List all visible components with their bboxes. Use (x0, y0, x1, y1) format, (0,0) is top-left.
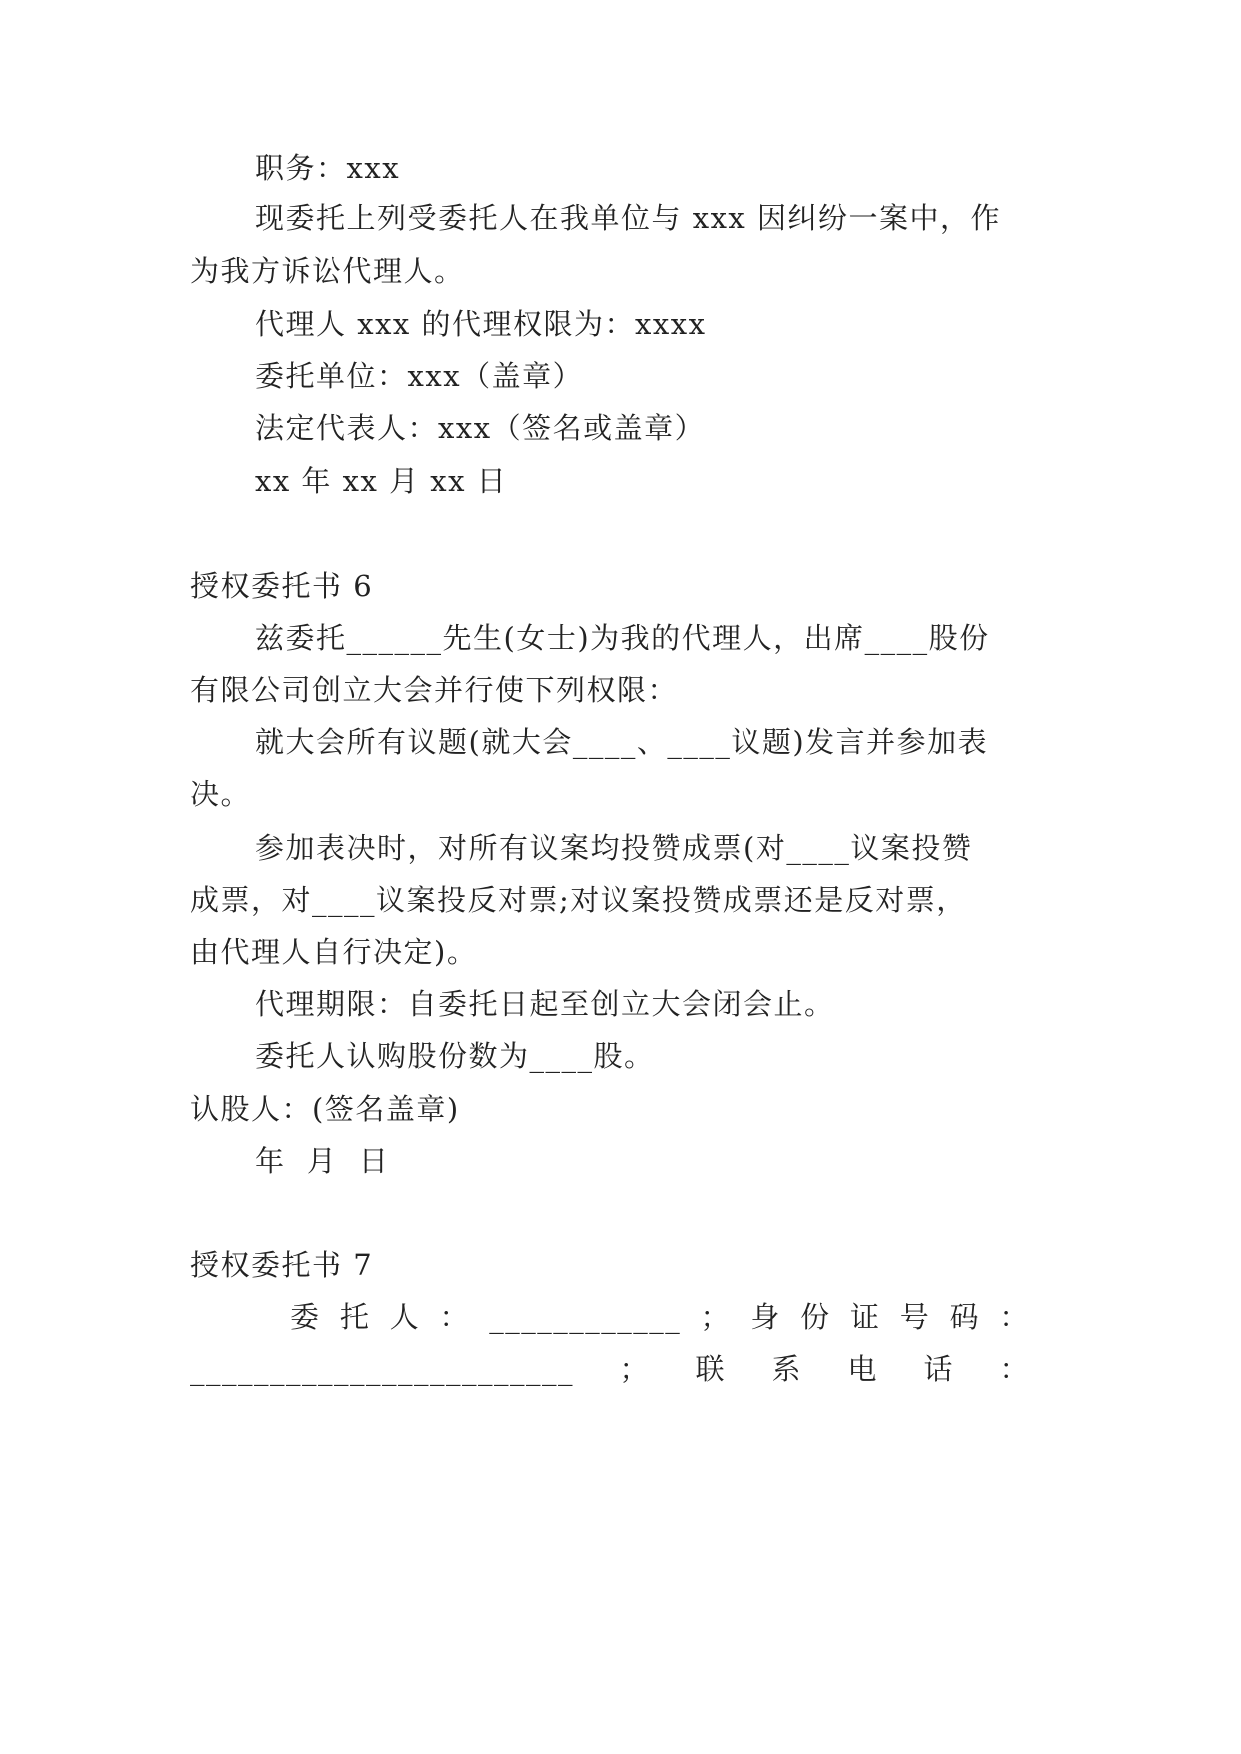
section-heading-6: 授权委托书 6 (190, 569, 374, 603)
principal-info-row (290, 1297, 1030, 1337)
row-token: 联 (695, 1352, 726, 1386)
appointment-paragraph-line-2: 有限公司创立大会并行使下列权限： (190, 673, 679, 707)
principal-name-blank: ____________ (489, 1300, 682, 1334)
date-line: 年 月 日 (255, 1144, 390, 1178)
entrust-paragraph-line-1: 现委托上列受委托人在我单位与 xxx 因纠纷一案中，作 (255, 201, 1002, 235)
row-token: 人 (389, 1300, 421, 1334)
row-token: ： (999, 1300, 1030, 1334)
voting-paragraph-line-1: 参加表决时，对所有议案均投赞成票(对____议案投赞 (255, 831, 973, 865)
entrusting-unit-line: 委托单位：xxx（盖章） (255, 359, 584, 393)
id-number-blank: ________________________ (190, 1352, 574, 1386)
agenda-paragraph-line-1: 就大会所有议题(就大会____、____议题)发言并参加表 (255, 725, 989, 759)
authority-line: 代理人 xxx 的代理权限为：xxxx (255, 307, 707, 341)
position-line: 职务：xxx (255, 151, 401, 185)
shares-line: 委托人认购股份数为____股。 (255, 1039, 655, 1073)
row-token: ： (999, 1352, 1030, 1386)
row-token: 话 (923, 1352, 954, 1386)
id-phone-row (190, 1349, 1030, 1389)
row-token: 电 (847, 1352, 878, 1386)
voting-paragraph-line-2: 成票，对____议案投反对票;对议案投赞成票还是反对票， (190, 883, 967, 917)
legal-representative-line: 法定代表人：xxx（签名或盖章） (255, 411, 706, 445)
row-token: 身 (750, 1300, 781, 1334)
subscriber-signature-line: 认股人：(签名盖章) (190, 1092, 460, 1126)
row-token: 码 (949, 1300, 981, 1334)
row-token: ： (439, 1300, 470, 1334)
row-token: 证 (849, 1300, 881, 1334)
row-token: ； (619, 1352, 650, 1386)
row-token: 号 (899, 1300, 931, 1334)
date-line: xx 年 xx 月 xx 日 (255, 464, 508, 498)
section-heading-7: 授权委托书 7 (190, 1248, 374, 1282)
entrust-paragraph-line-2: 为我方诉讼代理人。 (190, 254, 465, 288)
agenda-paragraph-line-2: 决。 (190, 777, 252, 811)
row-token: 份 (800, 1300, 831, 1334)
voting-paragraph-line-3: 由代理人自行决定)。 (190, 935, 478, 969)
row-token: 系 (771, 1352, 802, 1386)
row-token: ； (700, 1300, 732, 1334)
row-token: 托 (339, 1300, 371, 1334)
term-line: 代理期限：自委托日起至创立大会闭会止。 (255, 987, 835, 1021)
appointment-paragraph-line-1: 兹委托______先生(女士)为我的代理人，出席____股份 (255, 621, 990, 655)
row-token: 委 (290, 1300, 321, 1334)
